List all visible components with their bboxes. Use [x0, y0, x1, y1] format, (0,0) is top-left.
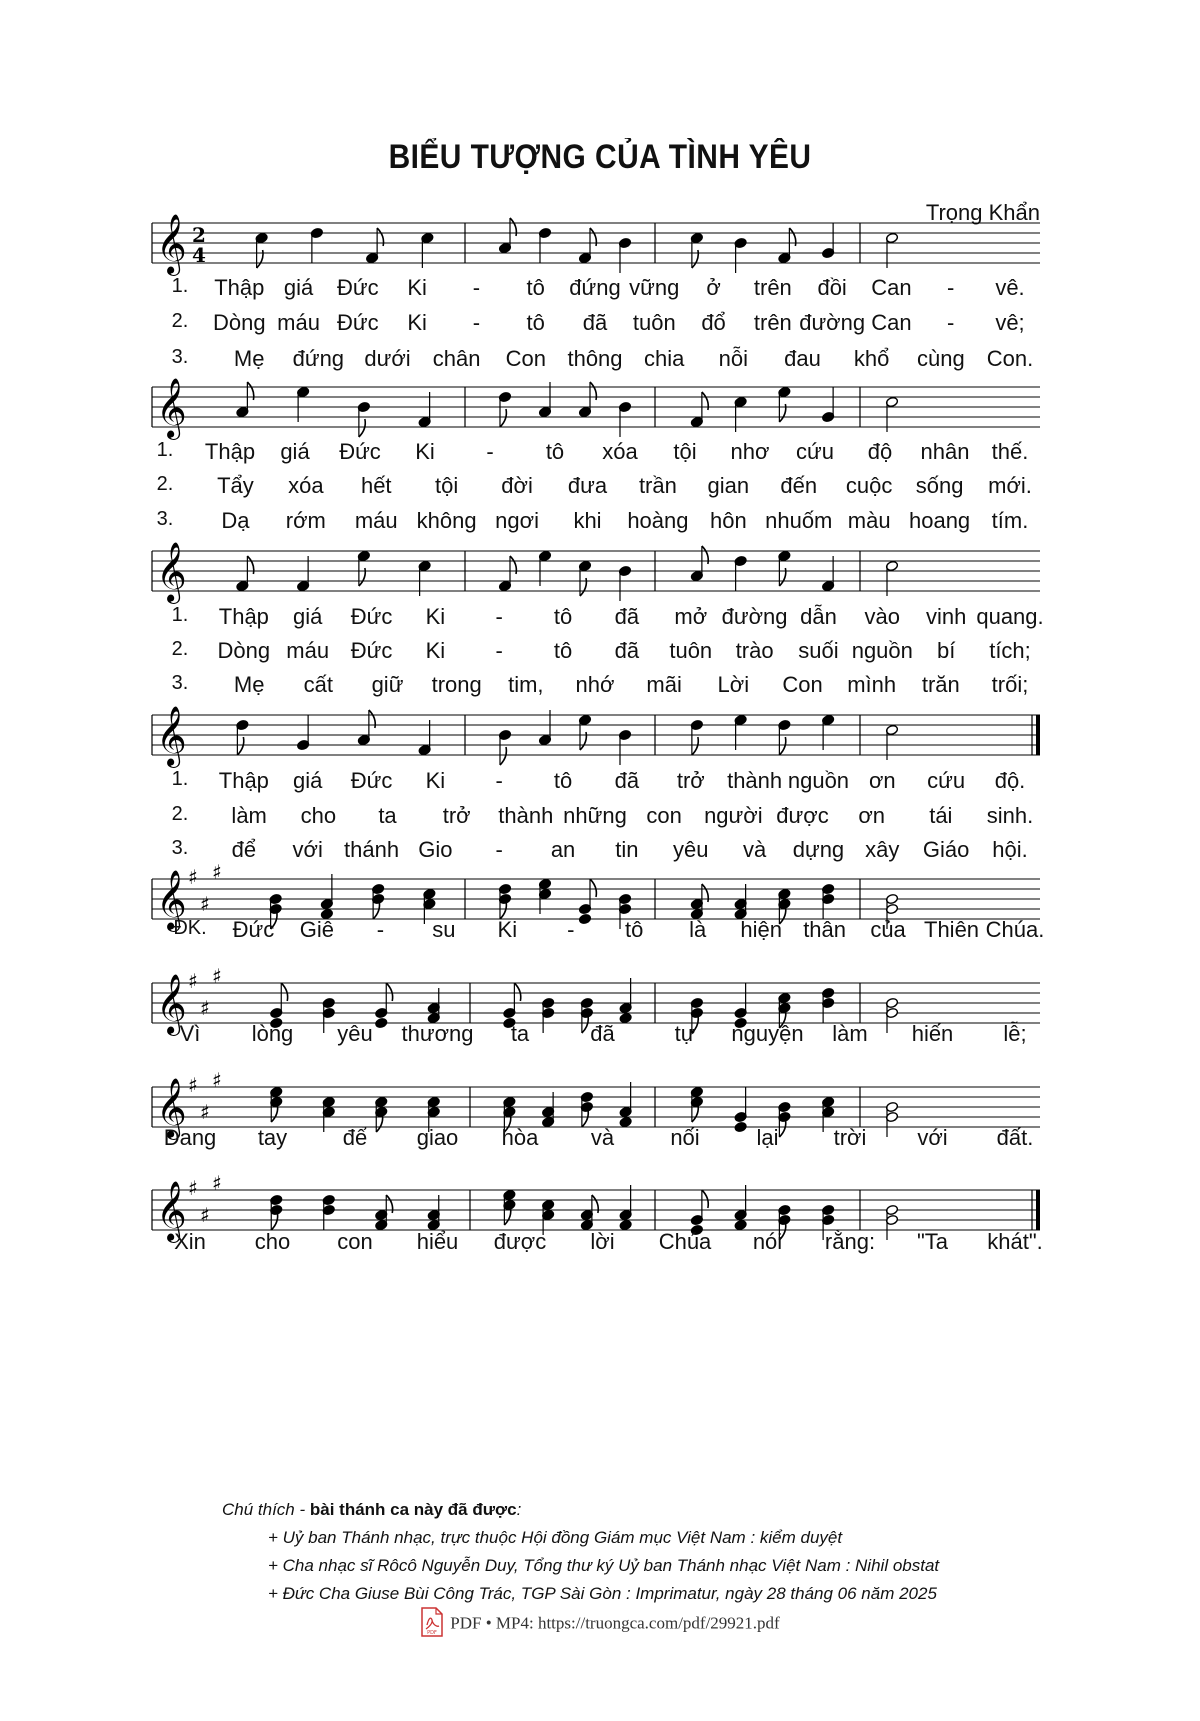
lyric-syllable: đồi [817, 275, 847, 300]
lyric-syllable: gian [707, 473, 750, 498]
lyric-syllable: đã [614, 638, 640, 663]
treble-clef-icon: 𝄞 [156, 706, 187, 766]
lyric-syllable: những [563, 803, 627, 828]
composer-name: Trọng Khẩn [925, 200, 1040, 225]
lyric-syllable: nỗi [718, 346, 749, 371]
lyric-syllable: tô [553, 638, 573, 663]
footer [0, 1607, 1200, 1642]
lyric-syllable: làm [231, 803, 267, 828]
song-title: BIỂU TƯỢNG CỦA TÌNH YÊU [388, 138, 812, 176]
sharp-icon: ♯ [212, 964, 222, 988]
treble-clef-icon: 𝄞 [156, 214, 187, 274]
lyric-syllable: trời [833, 1125, 867, 1150]
lyric-line [0, 803, 1200, 833]
lyric-syllable: đã [614, 604, 640, 629]
lyric-syllable: giá [293, 768, 323, 793]
lyric-line [0, 768, 1200, 798]
lyric-syllable: bí [936, 638, 956, 663]
lyric-syllable: và [590, 1125, 615, 1150]
lyric-syllable: Lời [717, 672, 750, 697]
lyric-syllable: - [472, 275, 481, 300]
lyric-syllable: để [231, 837, 257, 862]
lyric-syllable: rằng: [824, 1229, 876, 1254]
lyric-syllable: lời [590, 1229, 615, 1254]
lyric-syllable: trần [638, 473, 677, 498]
lyric-syllable: 1. [156, 439, 174, 461]
lyric-syllable: - [495, 604, 503, 629]
lyric-syllable: đứng [292, 346, 345, 371]
lyric-syllable: ta [510, 1021, 530, 1046]
lyric-syllable: 2. [171, 638, 189, 660]
lyric-syllable: hoang [908, 508, 971, 533]
lyric-line [0, 604, 1200, 634]
lyric-syllable: ta [378, 803, 397, 828]
lyric-syllable: 2. [156, 473, 174, 495]
lyric-syllable: đã [614, 768, 640, 793]
approval-line: + Uỷ ban Thánh nhạc, trực thuộc Hội đồng Giám mục Việt Nam : kiểm duyệt [268, 1528, 843, 1547]
lyric-syllable: nhuốm [765, 508, 833, 533]
lyric-syllable: - [486, 439, 494, 464]
lyric-syllable: thông [567, 346, 623, 371]
lyric-syllable: Can [871, 275, 912, 300]
lyric-syllable: Mẹ [233, 672, 265, 697]
sharp-icon: ♯ [188, 969, 198, 993]
lyric-syllable: chân [432, 346, 481, 371]
time-sig-denominator: 4 [192, 243, 206, 267]
lyric-syllable: đời [501, 473, 533, 498]
lyric-line [0, 837, 1200, 867]
lyric-syllable: rớm [285, 508, 326, 533]
lyric-syllable: 3. [171, 837, 189, 859]
lyric-syllable: tự [674, 1021, 696, 1046]
lyric-syllable: khổ [853, 346, 890, 371]
lyric-syllable: Mẹ [233, 346, 265, 371]
lyric-syllable: 2. [171, 310, 189, 332]
lyric-syllable: xóa [602, 439, 638, 464]
lyric-syllable: - [495, 837, 503, 862]
lyric-line [0, 508, 1200, 538]
lyric-syllable: trên [753, 275, 792, 300]
lyric-syllable: Ki [497, 917, 518, 942]
lyric-syllable: thành [498, 803, 554, 828]
note-flag [359, 419, 365, 437]
lyric-syllable: "Ta [916, 1229, 949, 1254]
lyric-syllable: Dòng [212, 310, 266, 335]
lyric-syllable: 3. [171, 672, 189, 694]
lyric-syllable: Ki [425, 768, 446, 793]
lyric-syllable: nhơ [730, 439, 770, 464]
lyric-syllable: - [495, 768, 503, 793]
lyric-syllable: 3. [156, 508, 174, 530]
lyric-syllable: thành [727, 768, 783, 793]
lyric-syllable: hết [360, 473, 392, 498]
treble-clef-icon: 𝄞 [156, 1181, 187, 1241]
lyric-syllable: Vì [179, 1021, 201, 1046]
lyric-syllable: hiện [740, 917, 782, 942]
lyric-syllable: nguyện [731, 1021, 804, 1046]
lyric-syllable: hoàng [627, 508, 689, 533]
lyric-syllable: dẫn [800, 604, 837, 629]
approval-notes [222, 1496, 939, 1608]
lyric-syllable: tay [257, 1125, 288, 1150]
lyric-syllable: đã [590, 1021, 615, 1046]
lyric-syllable: ở [706, 275, 721, 300]
lyric-syllable: Thập [218, 768, 269, 793]
final-barline-thick [1036, 715, 1040, 755]
approval-line: + Đức Cha Giuse Bùi Công Trác, TGP Sài Gòn : Imprimatur, ngày 28 tháng 06 năm 2025 [268, 1584, 937, 1603]
sharp-icon: ♯ [212, 1068, 222, 1092]
lyric-syllable: Ki [407, 310, 427, 335]
lyric-syllable: Ki [425, 638, 446, 663]
lyric-syllable: vê; [995, 310, 1025, 335]
lyric-syllable: độ [867, 439, 893, 464]
sharp-icon: ♯ [188, 865, 198, 889]
lyric-syllable: tô [625, 917, 644, 942]
lyric-syllable: Đức [350, 604, 393, 629]
lyric-syllable: cứu [927, 768, 966, 793]
lyric-syllable: đứng [569, 275, 621, 300]
lyric-syllable: hội. [992, 837, 1028, 862]
lyric-syllable: ơn [858, 803, 885, 828]
lyric-syllable: đã [582, 310, 608, 335]
lyric-syllable: Đức [350, 638, 393, 663]
approval-line: + Cha nhạc sĩ Rôcô Nguyễn Duy, Tổng thư ký Uỷ ban Thánh nhạc Việt Nam : Nihil obstat [268, 1556, 940, 1575]
lyric-syllable: cho [300, 803, 337, 828]
lyric-syllable: Chúa [658, 1229, 712, 1254]
lyric-syllable: con [646, 803, 682, 828]
pdf-icon[interactable] [420, 1607, 444, 1642]
lyric-syllable: ngơi [495, 508, 539, 533]
lyric-syllable: tô [553, 768, 573, 793]
lyric-syllable: quang. [976, 604, 1044, 629]
lyric-syllable: sống [915, 473, 964, 498]
music-staff [0, 208, 1200, 278]
lyric-syllable: lại [756, 1125, 779, 1150]
lyric-syllable: Đức [232, 917, 275, 942]
lyric-syllable: Con. [986, 346, 1034, 371]
lyric-syllable: và [742, 837, 767, 862]
lyric-syllable: mở [674, 604, 708, 629]
lyric-syllable: lễ; [1003, 1021, 1027, 1046]
sharp-icon: ♯ [212, 1171, 222, 1195]
lyric-syllable: tô [526, 310, 545, 335]
lyric-syllable: của [870, 917, 906, 942]
lyric-syllable: trào [735, 638, 774, 663]
lyric-syllable: ĐK. [173, 917, 207, 939]
lyric-syllable: trở [442, 803, 471, 828]
lyric-syllable: thánh [344, 837, 400, 862]
note-flag [386, 983, 392, 1001]
lyric-syllable: đau [784, 346, 821, 371]
lyric-line [0, 310, 1200, 340]
note-flag [514, 983, 520, 1001]
treble-clef-icon: 𝄞 [156, 870, 187, 930]
lyric-line [0, 1229, 1200, 1259]
lyric-syllable: với [292, 837, 323, 862]
lyric-syllable: thân [803, 917, 847, 942]
lyric-syllable: 1. [171, 604, 189, 626]
lyric-syllable: chia [643, 346, 685, 371]
lyric-syllable: Con [505, 346, 547, 371]
lyric-syllable: đất. [996, 1125, 1034, 1150]
lyric-syllable: trên [753, 310, 792, 335]
lyric-syllable: để [342, 1125, 368, 1150]
notes-label-bold: bài thánh ca này đã được [309, 1500, 517, 1519]
lyric-syllable: nói [752, 1229, 783, 1254]
lyric-syllable: Gio [418, 837, 453, 862]
lyric-syllable: Chúa. [985, 917, 1045, 942]
lyric-syllable: tội [673, 439, 697, 464]
lyric-syllable: tô [526, 275, 545, 300]
lyric-syllable: tuôn [632, 310, 676, 335]
lyric-syllable: - [947, 275, 955, 300]
note-flag [500, 409, 506, 427]
lyric-syllable: với [917, 1125, 948, 1150]
lyric-syllable: dưới [364, 346, 411, 371]
lyric-line [0, 1021, 1200, 1051]
sharp-icon: ♯ [188, 1073, 198, 1097]
sharp-icon: ♯ [200, 1100, 210, 1124]
lyric-syllable: nhân [920, 439, 970, 464]
lyric-syllable: Dòng [217, 638, 271, 663]
note-flag [779, 737, 785, 755]
note-flag [237, 737, 243, 755]
notes-label-end: : [516, 1500, 522, 1519]
treble-clef-icon: 𝄞 [156, 1078, 187, 1138]
note-flag [702, 1190, 708, 1208]
lyric-syllable: trối; [991, 672, 1029, 697]
sharp-icon: ♯ [200, 1203, 210, 1227]
lyric-syllable: mình [847, 672, 897, 697]
lyric-line [0, 275, 1200, 305]
lyric-line [0, 672, 1200, 702]
lyric-syllable: Giáo [922, 837, 970, 862]
notes-label: Chú thích - [222, 1500, 310, 1519]
lyric-syllable: thế. [991, 439, 1029, 464]
lyric-syllable: nhớ [575, 672, 615, 697]
lyric-syllable: là [689, 917, 707, 942]
lyric-line [0, 439, 1200, 469]
lyric-syllable: tim, [508, 672, 544, 697]
lyric-syllable: Ki [425, 604, 446, 629]
lyric-syllable: giá [293, 604, 323, 629]
lyric-syllable: nối [670, 1125, 700, 1150]
time-sig-numerator: 2 [192, 223, 206, 247]
lyric-syllable: được [493, 1229, 547, 1254]
lyric-syllable: giữ [371, 672, 404, 697]
lyric-syllable: Thập [214, 275, 265, 300]
lyric-syllable: Thập [204, 439, 256, 464]
lyric-syllable: Đức [337, 275, 379, 300]
lyric-line [0, 917, 1200, 947]
lyric-syllable: Đức [339, 439, 381, 464]
lyric-syllable: tích; [989, 638, 1031, 663]
music-staff [0, 700, 1200, 770]
lyric-syllable: - [472, 310, 481, 335]
treble-clef-icon: 𝄞 [156, 974, 187, 1034]
lyric-syllable: đường [799, 310, 866, 335]
lyric-syllable: vê. [995, 275, 1025, 300]
sharp-icon: ♯ [200, 996, 210, 1020]
lyric-syllable: Đức [350, 768, 393, 793]
lyric-syllable: dựng [792, 837, 845, 862]
lyric-syllable: cứu [796, 439, 834, 464]
lyric-syllable: Can [871, 310, 912, 335]
lyric-syllable: nguồn [787, 768, 850, 793]
lyric-syllable: hòa [501, 1125, 539, 1150]
lyric-syllable: yêu [337, 1021, 373, 1046]
final-barline-thick [1036, 1190, 1040, 1230]
lyric-syllable: vinh [925, 604, 967, 629]
lyric-syllable: mãi [646, 672, 682, 697]
lyric-syllable: Tẩy [217, 473, 254, 498]
lyric-syllable: Đức [337, 310, 379, 335]
lyric-syllable: tím. [991, 508, 1029, 533]
lyric-syllable: được [776, 803, 829, 828]
lyric-syllable: an [550, 837, 576, 862]
lyric-syllable: hiến [911, 1021, 954, 1046]
lyric-syllable: - [495, 638, 503, 663]
lyric-syllable: tuôn [669, 638, 713, 663]
lyric-syllable: 3. [171, 346, 189, 368]
sharp-icon: ♯ [200, 892, 210, 916]
lyric-syllable: mới. [988, 473, 1032, 498]
lyric-syllable: 1. [171, 768, 189, 790]
note-flag [692, 737, 698, 755]
notes-heading [222, 1496, 939, 1524]
lyric-syllable: vào [864, 604, 901, 629]
lyric-syllable: đưa [567, 473, 608, 498]
lyric-syllable: xóa [288, 473, 324, 498]
lyric-syllable: Dang [163, 1125, 217, 1150]
lyric-syllable: độ. [994, 768, 1026, 793]
lyric-syllable: Thập [218, 604, 269, 629]
lyric-syllable: suối [798, 638, 839, 663]
lyric-syllable: sinh. [986, 803, 1034, 828]
lyric-syllable: máu [286, 638, 330, 663]
lyric-syllable: giá [280, 439, 310, 464]
lyric-syllable: người [704, 803, 763, 828]
lyric-syllable: - [947, 310, 955, 335]
lyric-syllable: giá [283, 275, 314, 300]
lyric-syllable: trong [431, 672, 482, 697]
lyric-syllable: tin [615, 837, 639, 862]
footer-link[interactable]: PDF • MP4: https://truongca.com/pdf/29921.pdf [450, 1613, 780, 1633]
lyric-syllable: trăn [921, 672, 960, 697]
lyric-syllable: lòng [251, 1021, 294, 1046]
note-flag [500, 747, 506, 765]
lyric-syllable: màu [847, 508, 891, 533]
lyric-syllable: tô [553, 604, 573, 629]
lyric-syllable: 2. [171, 803, 189, 825]
lyric-syllable: con [337, 1229, 373, 1254]
lyric-syllable: làm [832, 1021, 868, 1046]
lyric-syllable: máu [354, 508, 398, 533]
lyric-syllable: đường [721, 604, 788, 629]
treble-clef-icon: 𝄞 [156, 378, 187, 438]
lyric-syllable: cất [303, 672, 334, 697]
music-staff [0, 372, 1200, 442]
lyric-syllable: - [567, 917, 575, 942]
sharp-icon: ♯ [212, 860, 222, 884]
treble-clef-icon: 𝄞 [156, 542, 187, 602]
svg-text:PDF: PDF [427, 1630, 438, 1636]
note-flag [281, 983, 287, 1001]
lyric-syllable: trở [676, 768, 705, 793]
music-staff [0, 536, 1200, 606]
lyric-syllable: Dạ [221, 508, 250, 533]
lyric-syllable: hiểu [416, 1229, 459, 1254]
lyric-syllable: su [432, 917, 456, 942]
lyric-syllable: tô [545, 439, 565, 464]
lyric-syllable: cho [254, 1229, 291, 1254]
lyric-syllable: tái [929, 803, 953, 828]
lyric-syllable: khát". [987, 1229, 1043, 1254]
lyric-syllable: đổ [701, 310, 726, 335]
lyric-syllable: cùng [916, 346, 965, 371]
lyric-syllable: khi [573, 508, 602, 533]
lyric-syllable: Ki [407, 275, 427, 300]
lyric-syllable: 1. [171, 275, 189, 297]
note-flag [590, 879, 596, 897]
lyric-syllable: vững [629, 275, 680, 300]
lyric-syllable: yêu [673, 837, 709, 862]
lyric-syllable: xây [865, 837, 900, 862]
lyric-line [0, 473, 1200, 503]
lyric-syllable: không [416, 508, 477, 533]
lyric-syllable: Giê [299, 917, 335, 942]
lyric-syllable: - [376, 917, 385, 942]
lyric-syllable: Xin [174, 1229, 206, 1254]
lyric-line [0, 638, 1200, 668]
lyric-syllable: giao [416, 1125, 459, 1150]
sharp-icon: ♯ [188, 1176, 198, 1200]
lyric-syllable: hôn [709, 508, 747, 533]
lyric-syllable: ơn [868, 768, 896, 793]
lyric-syllable: máu [277, 310, 320, 335]
lyric-syllable: cuộc [845, 473, 893, 498]
lyric-syllable: nguồn [851, 638, 913, 663]
lyric-syllable: đến [780, 473, 818, 498]
lyric-syllable: Con [782, 672, 823, 697]
lyric-syllable: thương [401, 1021, 474, 1046]
lyric-syllable: Thiên [924, 917, 980, 942]
lyric-syllable: Ki [415, 439, 435, 464]
lyric-syllable: tội [435, 473, 459, 498]
lyric-line [0, 1125, 1200, 1155]
